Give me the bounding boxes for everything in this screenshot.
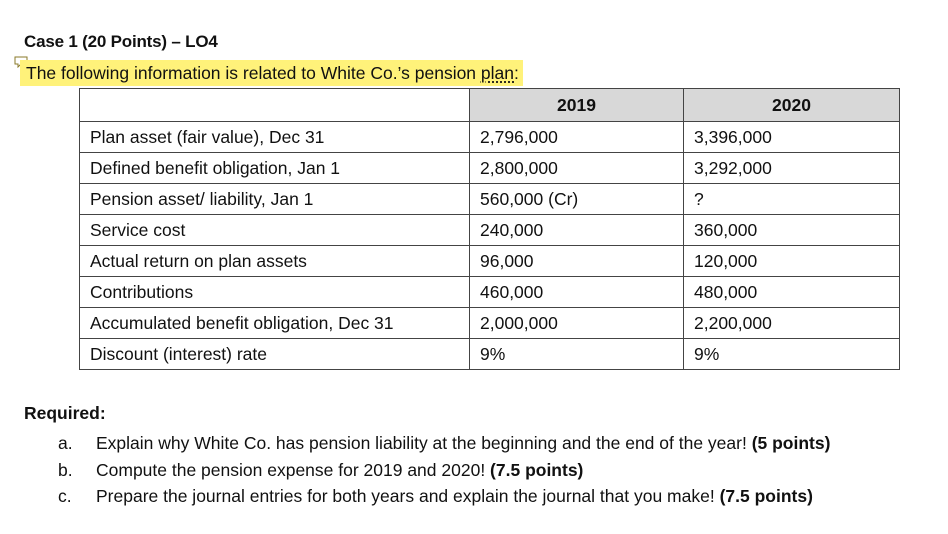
task-marker: a. bbox=[58, 433, 73, 453]
cell-2020: 120,000 bbox=[684, 246, 900, 277]
cell-2020: 480,000 bbox=[684, 277, 900, 308]
table-row bbox=[80, 184, 900, 215]
cell-2019: 2,796,000 bbox=[470, 122, 684, 153]
row-label: Contributions bbox=[80, 277, 470, 308]
task-text: Prepare the journal entries for both years and explain the journal that you make! bbox=[96, 486, 720, 506]
task-item bbox=[58, 457, 830, 484]
row-label: Discount (interest) rate bbox=[80, 339, 470, 370]
required-task-list bbox=[58, 430, 830, 510]
task-item bbox=[58, 483, 830, 510]
intro-sentence bbox=[20, 60, 523, 86]
cell-2019: 96,000 bbox=[470, 246, 684, 277]
task-points: (7.5 points) bbox=[490, 459, 584, 480]
header-cell-2020: 2020 bbox=[684, 89, 900, 122]
table-row bbox=[80, 339, 900, 370]
task-text: Explain why White Co. has pension liability at the beginning and the end of the year! bbox=[96, 433, 752, 453]
row-label: Actual return on plan assets bbox=[80, 246, 470, 277]
task-points: (7.5 points) bbox=[719, 486, 813, 506]
table-row bbox=[80, 308, 900, 339]
cell-2020: 3,292,000 bbox=[684, 153, 900, 184]
cell-2019: 2,800,000 bbox=[470, 153, 684, 184]
required-heading: Required: bbox=[24, 403, 106, 423]
row-label: Plan asset (fair value), Dec 31 bbox=[80, 122, 470, 153]
task-points: (5 points) bbox=[751, 433, 831, 453]
table-row bbox=[80, 122, 900, 153]
pension-info-table bbox=[79, 88, 900, 370]
table-row bbox=[80, 277, 900, 308]
row-label: Pension asset/ liability, Jan 1 bbox=[80, 184, 470, 215]
intro-text: The following information is related to White Co.’s pension bbox=[26, 63, 481, 83]
cell-2020: 2,200,000 bbox=[684, 308, 900, 339]
cell-2019: 240,000 bbox=[470, 215, 684, 246]
task-item bbox=[58, 430, 830, 457]
table-row bbox=[80, 215, 900, 246]
intro-colon: : bbox=[514, 63, 519, 83]
row-label: Service cost bbox=[80, 215, 470, 246]
task-marker: b. bbox=[58, 459, 73, 480]
cell-2020: 3,396,000 bbox=[684, 122, 900, 153]
cell-2019: 2,000,000 bbox=[470, 308, 684, 339]
case-title: Case 1 (20 Points) – LO4 bbox=[24, 32, 218, 51]
cell-2019: 560,000 (Cr) bbox=[470, 184, 684, 215]
table-header-row bbox=[80, 89, 900, 122]
cell-2020: 360,000 bbox=[684, 215, 900, 246]
task-text: Compute the pension expense for 2019 and 2020! bbox=[96, 459, 491, 480]
header-cell-blank bbox=[80, 89, 470, 122]
task-marker: c. bbox=[58, 486, 72, 506]
row-label: Defined benefit obligation, Jan 1 bbox=[80, 153, 470, 184]
cell-2019: 9% bbox=[470, 339, 684, 370]
table-row bbox=[80, 153, 900, 184]
cell-2019: 460,000 bbox=[470, 277, 684, 308]
cell-2020: ? bbox=[684, 184, 900, 215]
header-cell-2019: 2019 bbox=[470, 89, 684, 122]
table-row bbox=[80, 246, 900, 277]
intro-underlined-word: plan bbox=[480, 63, 514, 83]
cell-2020: 9% bbox=[684, 339, 900, 370]
row-label: Accumulated benefit obligation, Dec 31 bbox=[80, 308, 470, 339]
